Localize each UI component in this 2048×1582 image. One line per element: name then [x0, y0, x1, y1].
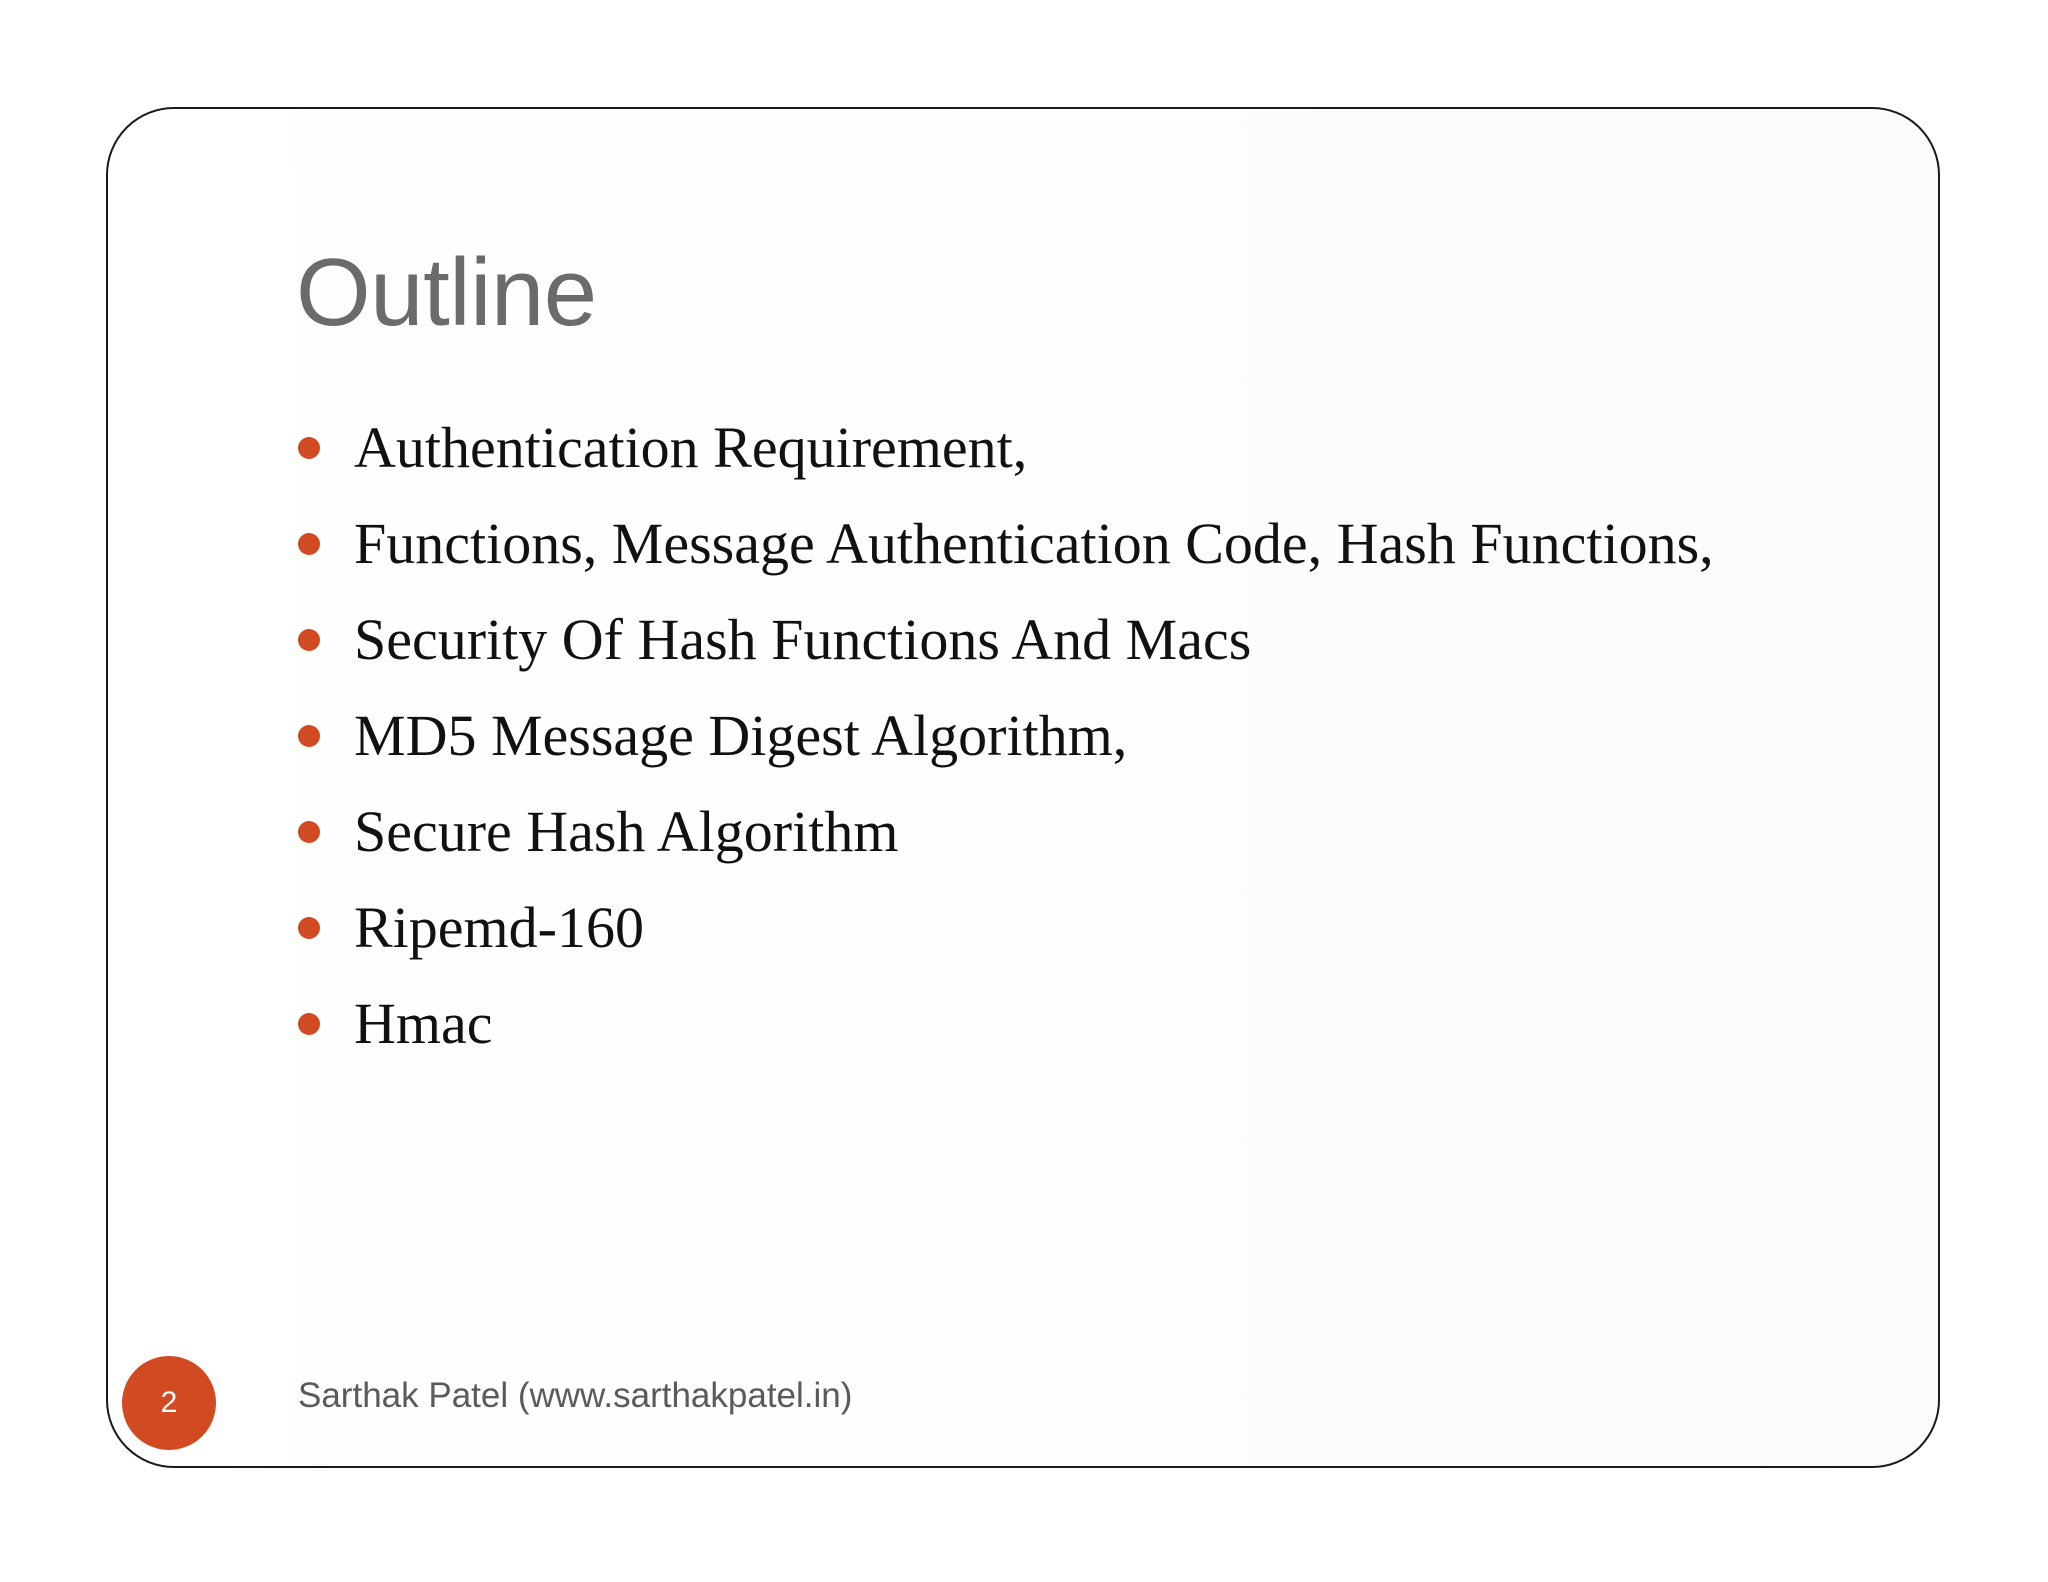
bullet-dot-icon	[298, 917, 320, 939]
bullet-dot-icon	[298, 821, 320, 843]
bullet-item	[298, 496, 1714, 592]
bullet-dot-icon	[298, 629, 320, 651]
bullet-item	[298, 400, 1714, 496]
bullet-text: Secure Hash Algorithm	[354, 799, 899, 864]
page-number-badge: 2	[122, 1356, 216, 1450]
bullet-text: Ripemd-160	[354, 895, 644, 960]
bullet-item	[298, 976, 1714, 1072]
bullet-dot-icon	[298, 437, 320, 459]
footer-text: Sarthak Patel (www.sarthakpatel.in)	[298, 1376, 853, 1415]
bullet-dot-icon	[298, 1013, 320, 1035]
bullet-list	[298, 400, 1714, 1072]
slide-title: Outline	[296, 239, 597, 346]
bullet-text: Authentication Requirement,	[354, 415, 1028, 480]
bullet-dot-icon	[298, 725, 320, 747]
bullet-text: MD5 Message Digest Algorithm,	[354, 703, 1128, 768]
bullet-text: Security Of Hash Functions And Macs	[354, 607, 1252, 672]
bullet-item	[298, 784, 1714, 880]
slide-left-band	[110, 169, 296, 1369]
bullet-dot-icon	[298, 533, 320, 555]
bullet-text: Functions, Message Authentication Code, Hash Functions,	[354, 511, 1714, 576]
bullet-item	[298, 592, 1714, 688]
bullet-text: Hmac	[354, 991, 493, 1056]
bullet-item	[298, 880, 1714, 976]
bullet-item	[298, 688, 1714, 784]
